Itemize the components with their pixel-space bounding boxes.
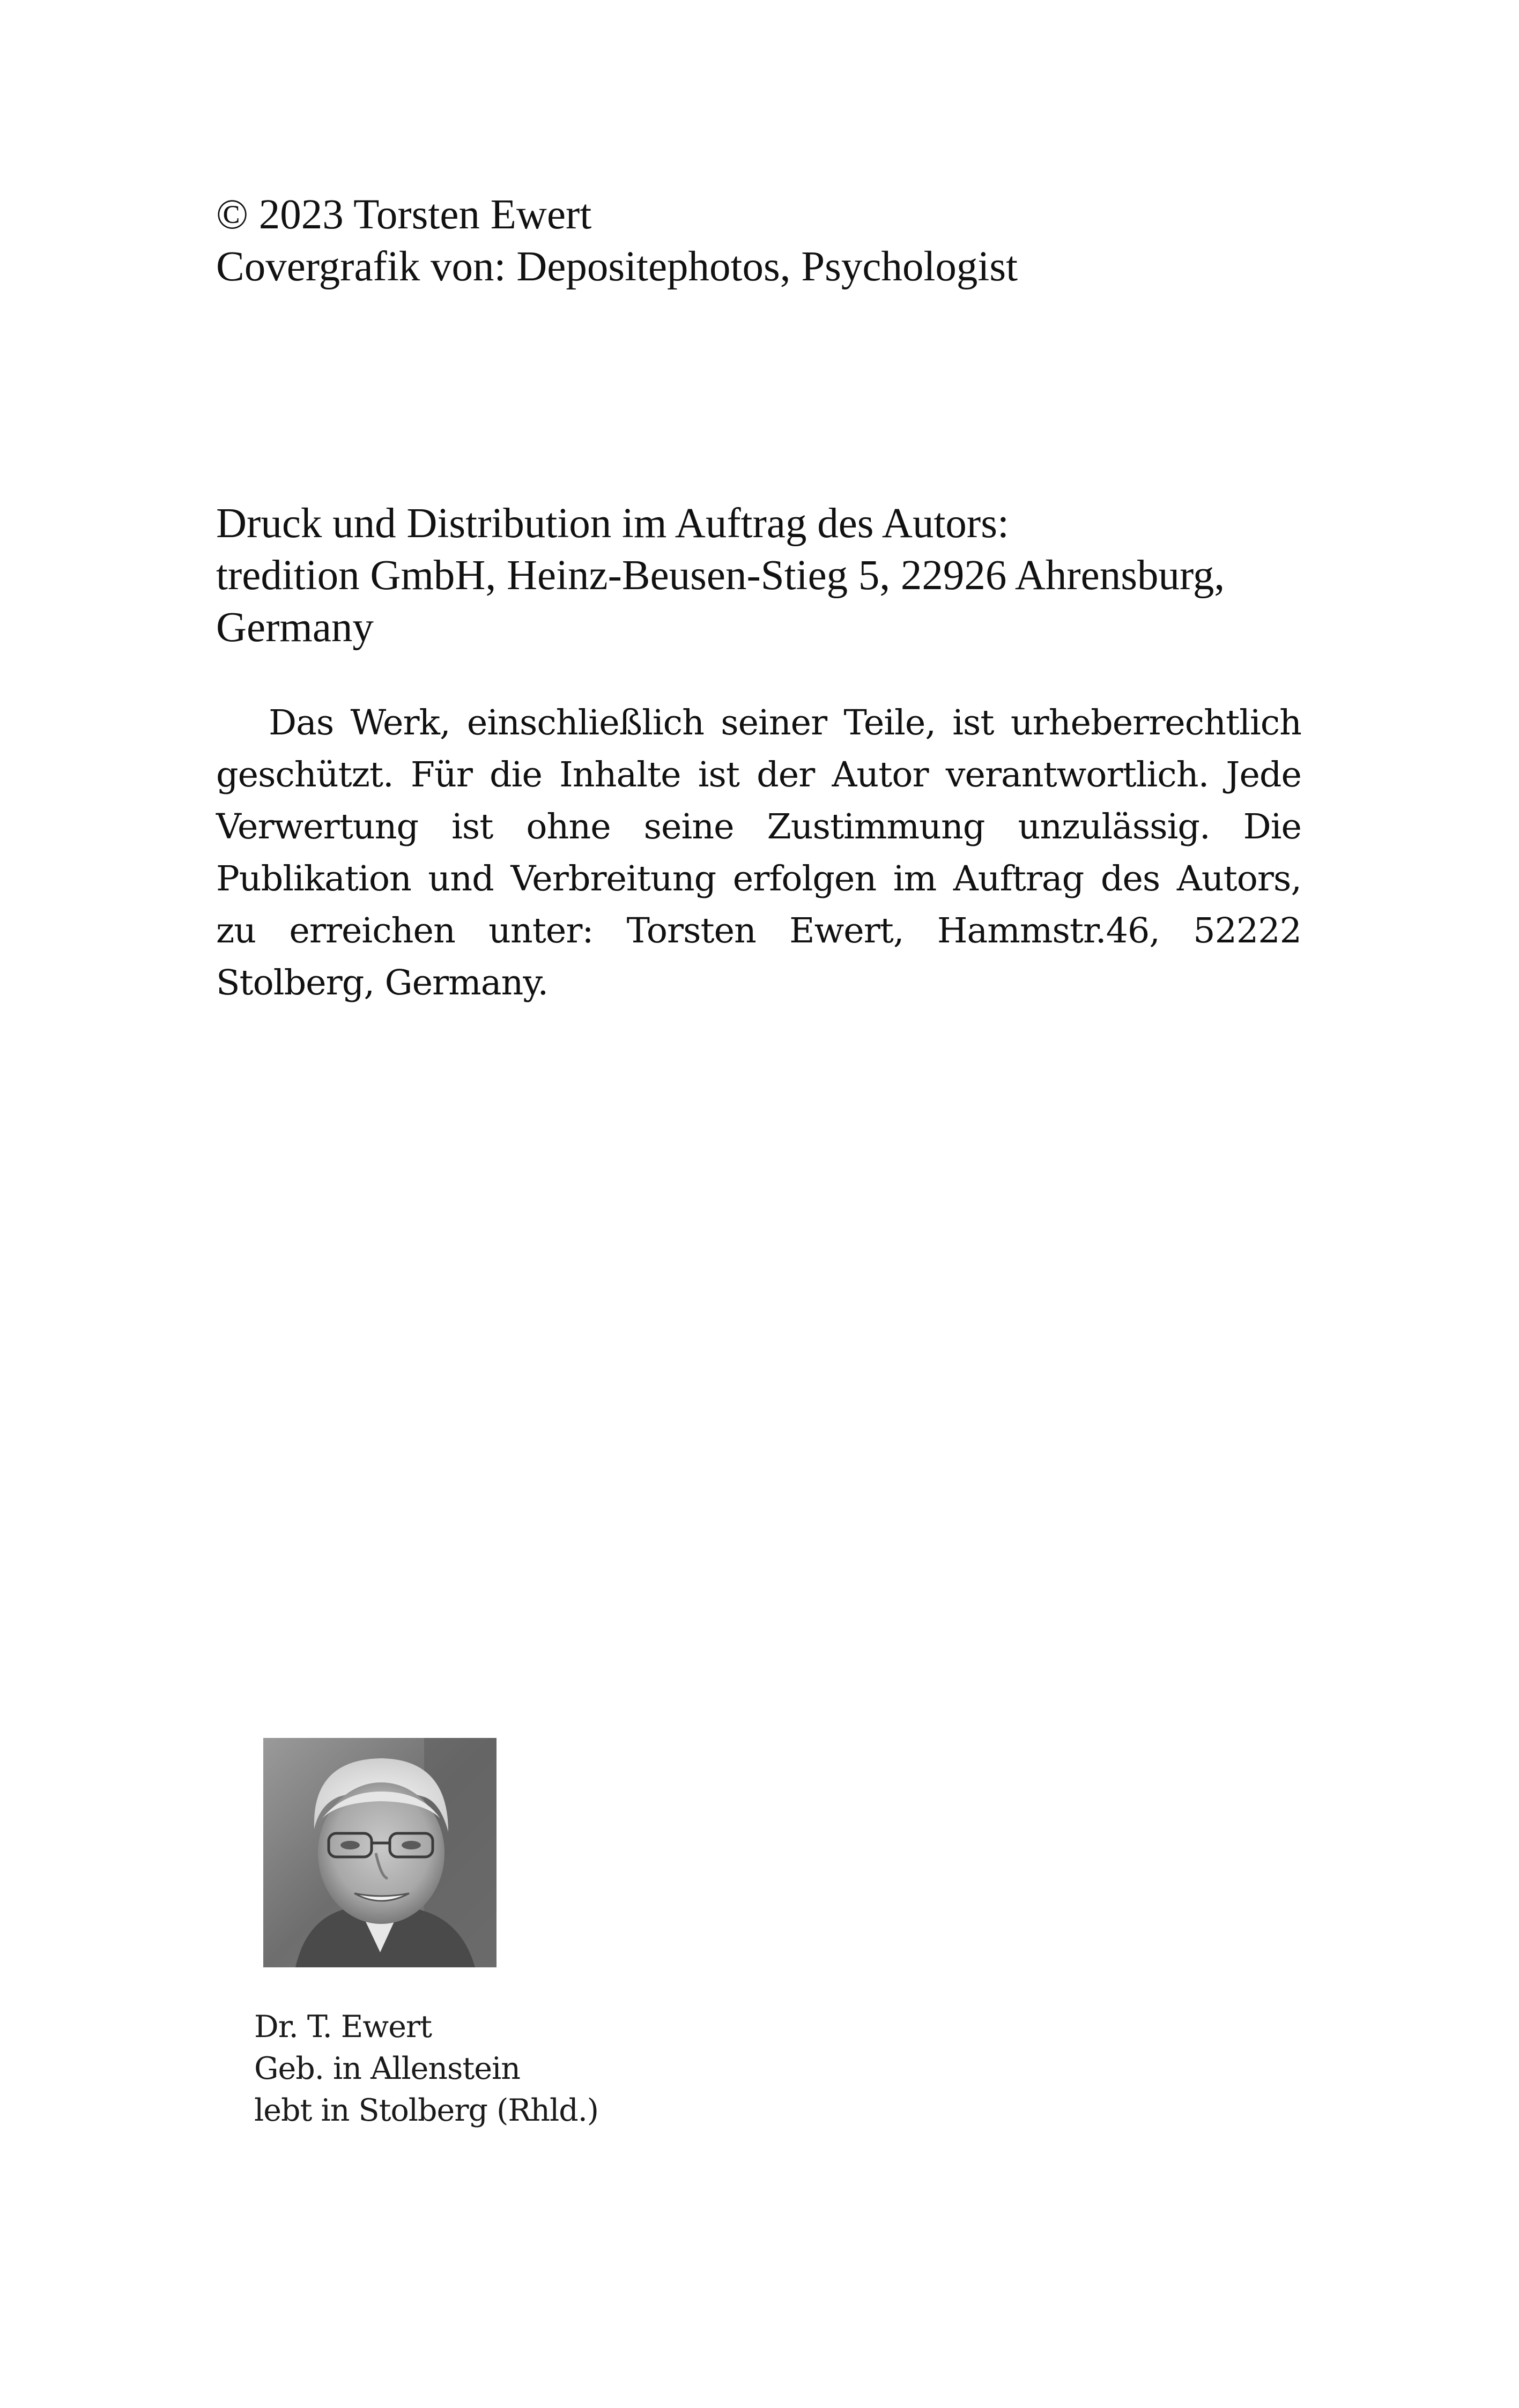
- copyright-notice-text: Das Werk, einschließlich seiner Teile, ist urheberrechtlich geschützt. Für die Inhalte ist der Autor verantwortlich. Jede Verwertung ist ohne seine Zustimmung unzulässig. Die Publikation und Verbreitung erfolgen im Auftrag des Autors, zu erreichen unter: Torsten Ewert, Hammstr.46, 52222 Stolberg, Germany.: [216, 703, 1301, 1003]
- author-birthplace: Geb. in Allenstein: [254, 2051, 520, 2086]
- cover-credit-line: Covergrafik von: Depositephotos, Psychologist: [216, 243, 1018, 290]
- print-distribution-block: [216, 497, 1225, 653]
- author-residence: lebt in Stolberg (Rhld.): [254, 2093, 599, 2128]
- print-heading-line: Druck und Distribution im Auftrag des Autors:: [216, 500, 1009, 547]
- publisher-country-line: Germany: [216, 604, 374, 651]
- author-portrait-photo: [263, 1738, 497, 1967]
- author-caption: [254, 2006, 598, 2131]
- copyright-notice-paragraph: [216, 697, 1301, 1009]
- publisher-address-line: tredition GmbH, Heinz-Beusen-Stieg 5, 22926 Ahrensburg,: [216, 552, 1225, 599]
- copyright-line: © 2023 Torsten Ewert: [216, 191, 592, 238]
- copyright-block: [216, 189, 1018, 293]
- author-name: Dr. T. Ewert: [254, 2009, 432, 2045]
